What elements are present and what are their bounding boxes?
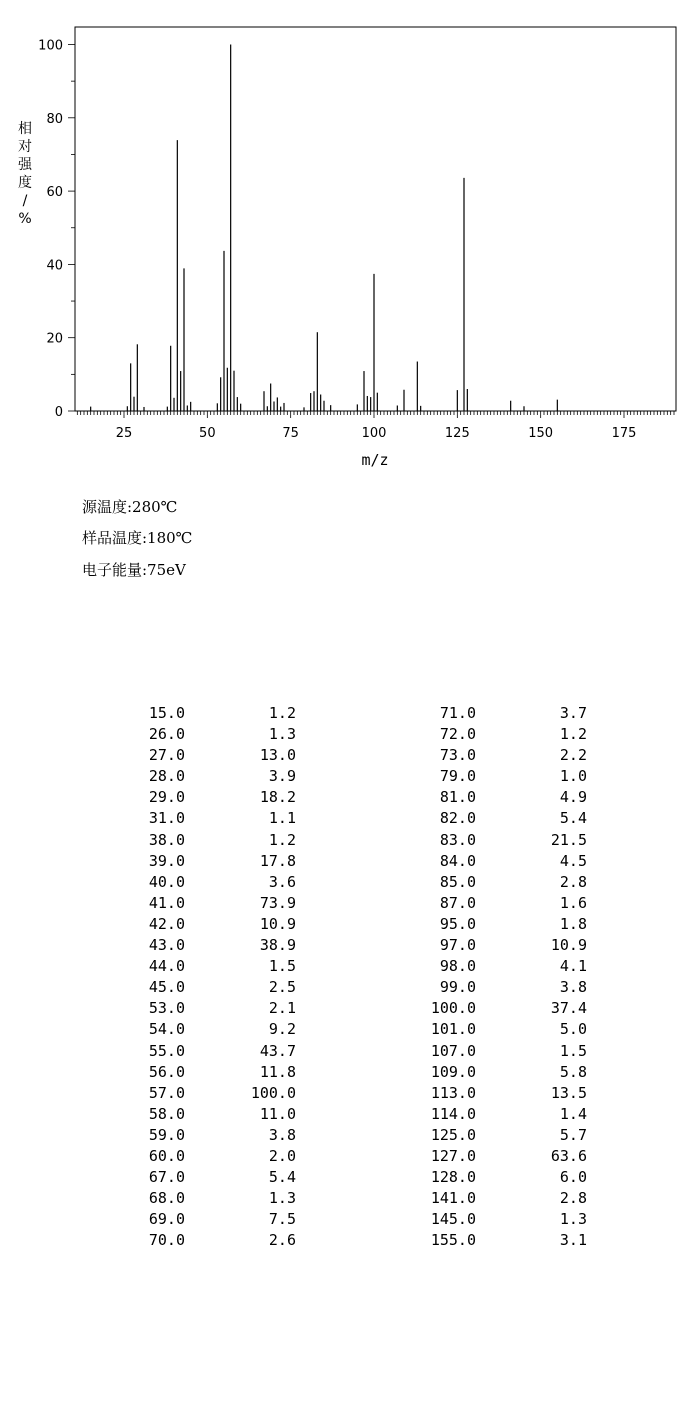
y-axis-label-char: % [18,211,32,227]
peak-intensity: 5.8 [559,1062,587,1081]
peak-intensity: 1.5 [268,957,296,976]
peak-intensity: 9.2 [268,1020,296,1039]
peak-row [0,1104,687,1125]
peak-row [0,935,687,956]
peak-intensity: 11.0 [259,1104,296,1123]
y-tick-label: 20 [46,331,63,347]
peak-intensity: 63.6 [550,1146,587,1165]
peak-intensity: 3.9 [268,767,296,786]
peak-row [0,703,687,724]
peak-mz: 15.0 [148,704,185,722]
peak-mz: 101.0 [430,1020,476,1039]
peak-intensity: 37.4 [550,999,587,1018]
peak-intensity: 4.9 [559,788,587,807]
peak-intensity: 2.8 [559,1189,587,1208]
peak-intensity: 13.5 [550,1083,587,1102]
peak-mz: 43.0 [148,936,185,955]
peak-mz: 70.0 [148,1231,185,1250]
x-tick-label: 100 [361,426,387,441]
peak-intensity: 5.7 [559,1125,587,1144]
y-axis-label [18,120,33,227]
peak-mz: 83.0 [439,830,476,849]
peak-intensity: 10.9 [259,914,296,933]
peak-intensity: 2.6 [268,1231,296,1250]
x-tick-label: 150 [528,426,554,441]
peak-intensity: 4.1 [559,957,587,976]
peak-mz: 84.0 [439,851,476,870]
peak-mz: 57.0 [148,1083,185,1102]
peak-intensity: 11.8 [259,1062,296,1081]
peak-row [0,1146,687,1167]
peak-intensity: 2.2 [559,746,587,765]
peak-intensity: 13.0 [259,746,296,765]
peak-mz: 28.0 [148,767,185,786]
peak-mz: 67.0 [148,1168,185,1187]
peak-mz: 59.0 [148,1125,185,1144]
source-temperature: 源温度:280℃ [82,498,178,516]
peak-mz: 41.0 [148,893,185,912]
peak-mz: 145.0 [430,1210,476,1229]
peak-intensity: 5.4 [559,809,587,828]
peak-intensity: 2.8 [559,872,587,891]
peak-intensity: 1.2 [268,704,296,722]
y-axis-label-char: 强 [18,157,32,173]
peak-mz: 97.0 [439,936,476,955]
spectrum-bars [91,45,558,412]
peak-mz: 155.0 [430,1231,476,1250]
peak-row [0,998,687,1019]
peak-mz: 69.0 [148,1210,185,1229]
peak-intensity: 1.1 [268,809,296,828]
peak-mz: 45.0 [148,978,185,997]
peak-intensity: 1.2 [559,725,587,744]
peak-row [0,808,687,829]
peak-intensity: 5.0 [559,1020,587,1039]
peak-mz: 42.0 [148,914,185,933]
peak-intensity: 1.3 [559,1210,587,1229]
peak-row [0,977,687,998]
peak-intensity: 3.8 [268,1125,296,1144]
y-tick-label: 80 [46,111,63,127]
peak-row [0,1188,687,1209]
peak-intensity: 1.3 [268,1189,296,1208]
peak-row [0,724,687,745]
peak-mz: 27.0 [148,746,185,765]
peak-row [0,1062,687,1083]
peak-mz: 79.0 [439,767,476,786]
peak-mz: 128.0 [430,1168,476,1187]
peak-table [0,703,687,1251]
peak-row [0,830,687,851]
peak-mz: 85.0 [439,872,476,891]
peak-row [0,893,687,914]
peak-intensity: 1.2 [268,830,296,849]
x-tick-label: 125 [444,426,470,441]
y-axis-label-char: / [22,193,28,209]
y-tick-label: 0 [54,405,63,420]
peak-intensity: 3.8 [559,978,587,997]
peak-mz: 31.0 [148,809,185,828]
peak-row [0,745,687,766]
peak-mz: 71.0 [439,704,476,722]
mass-spectrum-chart [0,0,687,480]
peak-mz: 113.0 [430,1083,476,1102]
peak-mz: 26.0 [148,725,185,744]
peak-intensity: 1.5 [559,1041,587,1060]
peak-intensity: 73.9 [259,893,296,912]
peak-intensity: 1.6 [559,893,587,912]
peak-row [0,1125,687,1146]
peak-mz: 114.0 [430,1104,476,1123]
peak-mz: 107.0 [430,1041,476,1060]
peak-mz: 141.0 [430,1189,476,1208]
plot-frame [75,27,676,411]
peak-row [0,1230,687,1251]
y-axis-ticks [38,39,75,421]
peak-intensity: 2.1 [268,999,296,1018]
peak-row [0,956,687,977]
peak-mz: 125.0 [430,1125,476,1144]
peak-mz: 127.0 [430,1146,476,1165]
peak-intensity: 5.4 [268,1168,296,1187]
peak-mz: 99.0 [439,978,476,997]
peak-mz: 82.0 [439,809,476,828]
peak-row [0,1083,687,1104]
peak-intensity: 1.8 [559,914,587,933]
peak-intensity: 1.4 [559,1104,587,1123]
peak-row [0,787,687,808]
y-axis-label-char: 对 [18,139,32,155]
peak-intensity: 6.0 [559,1168,587,1187]
x-axis-ticks [116,426,637,441]
peak-row [0,1019,687,1040]
peak-intensity: 7.5 [268,1210,296,1229]
peak-intensity: 3.1 [559,1231,587,1250]
peak-mz: 44.0 [148,957,185,976]
peak-mz: 95.0 [439,914,476,933]
peak-mz: 98.0 [439,957,476,976]
peak-row [0,914,687,935]
x-tick-label: 25 [115,426,133,441]
peak-intensity: 4.5 [559,851,587,870]
x-tick-label: 75 [282,426,299,441]
peak-row [0,1167,687,1188]
peak-intensity: 3.7 [559,704,587,722]
peak-intensity: 100.0 [250,1083,296,1102]
peak-mz: 87.0 [439,893,476,912]
peak-mz: 100.0 [430,999,476,1018]
peak-row [0,1209,687,1230]
x-tick-label: 175 [611,426,637,441]
peak-intensity: 3.6 [268,872,296,891]
peak-mz: 72.0 [439,725,476,744]
peak-mz: 55.0 [148,1041,185,1060]
peak-intensity: 2.5 [268,978,296,997]
peak-intensity: 1.3 [268,725,296,744]
peak-row [0,872,687,893]
y-axis-label-char: 度 [18,175,32,191]
peak-intensity: 21.5 [550,830,587,849]
peak-row [0,766,687,787]
peak-intensity: 10.9 [550,936,587,955]
peak-mz: 56.0 [148,1062,185,1081]
peak-mz: 38.0 [148,830,185,849]
peak-mz: 109.0 [430,1062,476,1081]
peak-mz: 73.0 [439,746,476,765]
peak-intensity: 17.8 [259,851,296,870]
peak-mz: 40.0 [148,872,185,891]
sample-temperature: 样品温度:180℃ [82,529,193,547]
peak-row [0,851,687,872]
y-tick-label: 100 [38,38,63,54]
peak-mz: 60.0 [148,1146,185,1165]
electron-energy: 电子能量:75eV [82,561,186,579]
peak-mz: 58.0 [148,1104,185,1123]
y-axis-label-char: 相 [18,121,32,137]
peak-intensity: 1.0 [559,767,587,786]
peak-intensity: 18.2 [259,788,296,807]
peak-mz: 53.0 [148,999,185,1018]
peak-mz: 54.0 [148,1020,185,1039]
peak-mz: 29.0 [148,788,185,807]
peak-mz: 39.0 [148,851,185,870]
peak-intensity: 43.7 [259,1041,296,1060]
peak-mz: 81.0 [439,788,476,807]
peak-row [0,1041,687,1062]
peak-intensity: 38.9 [259,936,296,955]
x-minor-ticks [77,411,674,418]
x-axis-label: m/z [361,451,389,469]
x-tick-label: 50 [199,426,216,441]
y-tick-label: 40 [46,258,63,274]
y-tick-label: 60 [46,185,63,201]
peak-intensity: 2.0 [268,1146,296,1165]
peak-mz: 68.0 [148,1189,185,1208]
